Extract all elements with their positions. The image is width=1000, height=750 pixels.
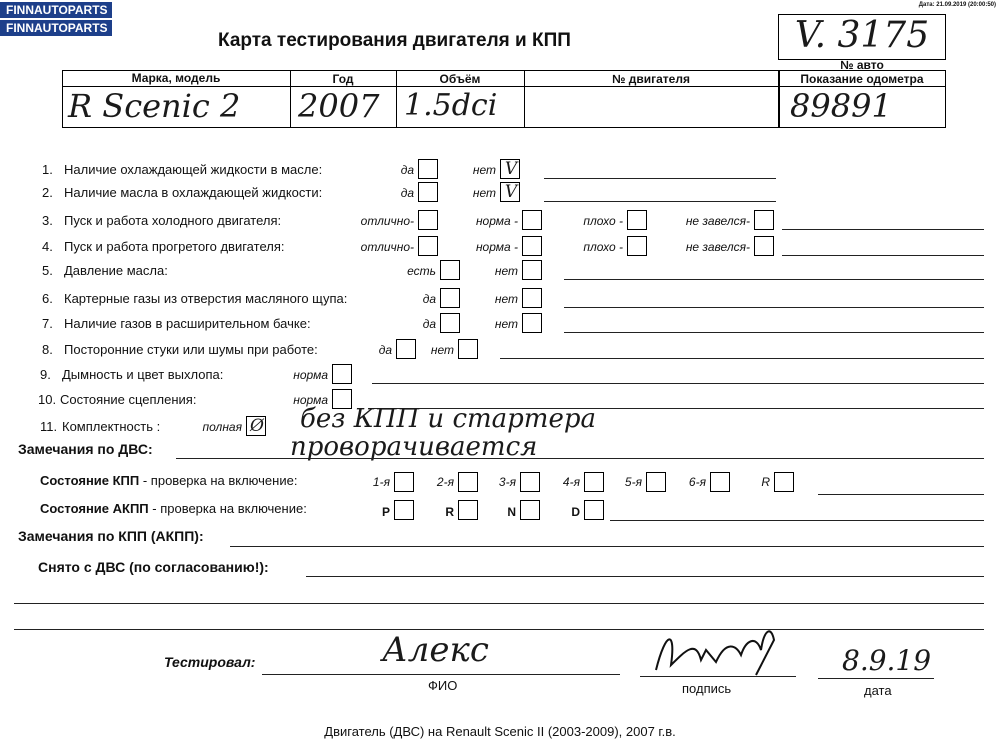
gear-checkbox[interactable]	[458, 472, 478, 492]
underline	[782, 229, 984, 230]
col-header: № двигателя	[612, 72, 690, 86]
question-number: 1.	[42, 162, 53, 177]
volume-value: 1.5dci	[404, 88, 498, 123]
signature	[646, 620, 786, 680]
underline	[14, 629, 984, 630]
option-label: не завелся-	[685, 214, 750, 228]
gear-checkbox[interactable]	[710, 472, 730, 492]
checkbox[interactable]	[522, 260, 542, 280]
mode-checkbox[interactable]	[394, 500, 414, 520]
col-header: Год	[332, 72, 354, 86]
question-text: Состояние сцепления:	[60, 392, 197, 407]
remarks-engine-label: Замечания по ДВС:	[18, 441, 153, 457]
option-label: плохо -	[583, 240, 623, 254]
question-text: Пуск и работа прогретого двигателя:	[64, 239, 285, 254]
gear-label: 5-я	[624, 475, 642, 489]
mode-label: P	[381, 505, 390, 519]
akpp-label: Состояние АКПП - проверка на включение:	[40, 501, 307, 516]
checkbox[interactable]	[246, 416, 266, 436]
checkbox[interactable]	[522, 313, 542, 333]
col-header: Объём	[439, 72, 481, 86]
mode-label: D	[571, 505, 580, 519]
date-handwritten: 8.9.19	[842, 644, 932, 677]
option-label: отлично-	[360, 240, 414, 254]
underline	[230, 546, 984, 547]
checkbox[interactable]	[500, 182, 520, 202]
col-header: Показание одометра	[800, 72, 924, 86]
underline	[564, 307, 984, 308]
question-text: Картерные газы из отверстия масляного щупа:	[64, 291, 348, 306]
question-number: 11.	[40, 419, 58, 434]
question-number: 3.	[42, 213, 53, 228]
underline	[306, 576, 984, 577]
option-label: нет	[472, 186, 496, 200]
checkbox[interactable]	[500, 159, 520, 179]
question-number: 7.	[42, 316, 53, 331]
option-label: да	[378, 343, 392, 357]
checkbox[interactable]	[754, 210, 774, 230]
underline	[372, 383, 984, 384]
gear-label: 3-я	[498, 475, 516, 489]
gear-checkbox[interactable]	[394, 472, 414, 492]
gear-label: 1-я	[372, 475, 390, 489]
question-text: Наличие охлаждающей жидкости в масле:	[64, 162, 323, 177]
underline	[176, 458, 984, 459]
page-title: Карта тестирования двигателя и КПП	[218, 30, 571, 51]
question-number: 2.	[42, 185, 53, 200]
underline	[818, 678, 934, 679]
question-text: Дымность и цвет выхлопа:	[62, 367, 224, 382]
question-text: Пуск и работа холодного двигателя:	[64, 213, 282, 228]
option-label: не завелся-	[685, 240, 750, 254]
option-label: нет	[430, 343, 454, 357]
question-number: 10.	[38, 392, 57, 407]
watermark-badge: FINNAUTOPARTS	[0, 20, 112, 36]
question-text: Посторонние стуки или шумы при работе:	[64, 342, 318, 357]
date-label: дата	[864, 683, 892, 698]
gear-label: 2-я	[436, 475, 454, 489]
option-label: да	[422, 317, 436, 331]
remarks-kpp-label: Замечания по КПП (АКПП):	[18, 528, 204, 544]
gear-checkbox[interactable]	[774, 472, 794, 492]
question-text: Наличие газов в расширительном бачке:	[64, 316, 311, 331]
col-header: № авто	[840, 58, 884, 72]
mode-checkbox[interactable]	[458, 500, 478, 520]
underline	[818, 494, 984, 495]
watermark-badge: FINNAUTOPARTS	[0, 2, 112, 18]
underline	[782, 255, 984, 256]
checkbox[interactable]	[332, 364, 352, 384]
caption: Двигатель (ДВС) на Renault Scenic II (2003-2009), 2007 г.в.	[324, 724, 676, 739]
check-mark: V	[504, 182, 518, 202]
check-mark: Ø	[250, 416, 264, 436]
option-label: есть	[407, 264, 436, 278]
question-number: 8.	[42, 342, 53, 357]
option-label: нет	[494, 317, 518, 331]
underline	[564, 332, 984, 333]
signature-label: подпись	[682, 681, 732, 696]
handwritten-note: без КПП и стартера	[300, 404, 596, 434]
option-label: да	[400, 163, 414, 177]
kpp-label: Состояние КПП - проверка на включение:	[40, 473, 298, 488]
tested-by-label: Тестировал:	[164, 654, 256, 670]
option-label: нет	[494, 264, 518, 278]
odometer-value: 89891	[790, 87, 892, 125]
underline	[640, 676, 796, 677]
fio-label: ФИО	[428, 678, 458, 693]
question-number: 4.	[42, 239, 53, 254]
date-stamp: Дата: 21.09.2019 (20:00:50)	[918, 2, 996, 8]
underline	[14, 603, 984, 604]
option-label: нет	[472, 163, 496, 177]
model-value: R Scenic 2	[68, 87, 241, 125]
option-label: норма -	[475, 214, 518, 228]
gear-checkbox[interactable]	[646, 472, 666, 492]
check-mark: V	[504, 159, 518, 179]
handwritten-note: проворачивается	[290, 432, 538, 462]
option-label: норма	[293, 393, 328, 407]
checkbox[interactable]	[754, 236, 774, 256]
info-table	[62, 58, 946, 128]
underline	[544, 178, 776, 179]
option-label: да	[422, 292, 436, 306]
option-label: нет	[494, 292, 518, 306]
underline	[544, 201, 776, 202]
underline	[564, 279, 984, 280]
checkbox[interactable]	[458, 339, 478, 359]
underline	[500, 358, 984, 359]
gear-checkbox[interactable]	[520, 472, 540, 492]
question-text: Комплектность :	[62, 419, 161, 434]
question-text: Наличие масла в охлаждающей жидкости:	[64, 185, 323, 200]
checkbox[interactable]	[522, 288, 542, 308]
question-number: 6.	[42, 291, 53, 306]
underline	[262, 674, 620, 675]
mode-checkbox[interactable]	[584, 500, 604, 520]
question-text: Давление масла:	[64, 263, 168, 278]
option-label: полная	[202, 420, 242, 434]
mode-checkbox[interactable]	[520, 500, 540, 520]
mode-label: R	[445, 505, 454, 519]
option-label: да	[400, 186, 414, 200]
year-value: 2007	[298, 87, 380, 125]
option-label: отлично-	[360, 214, 414, 228]
tester-name-handwritten: Алекс	[382, 630, 489, 670]
removed-label: Снято с ДВС (по согласованию!):	[38, 559, 269, 575]
underline	[610, 520, 984, 521]
gear-label: 4-я	[562, 475, 580, 489]
car-number-handwritten: V. 3175	[794, 15, 930, 56]
col-header: Марка, модель	[131, 71, 221, 85]
option-label: плохо -	[583, 214, 623, 228]
mode-label: N	[507, 505, 516, 519]
question-number: 5.	[42, 263, 53, 278]
gear-label: R	[761, 475, 770, 489]
gear-label: 6-я	[688, 475, 706, 489]
question-number: 9.	[40, 367, 51, 382]
gear-checkbox[interactable]	[584, 472, 604, 492]
option-label: норма	[293, 368, 328, 382]
car-number-box	[778, 14, 946, 60]
option-label: норма -	[475, 240, 518, 254]
